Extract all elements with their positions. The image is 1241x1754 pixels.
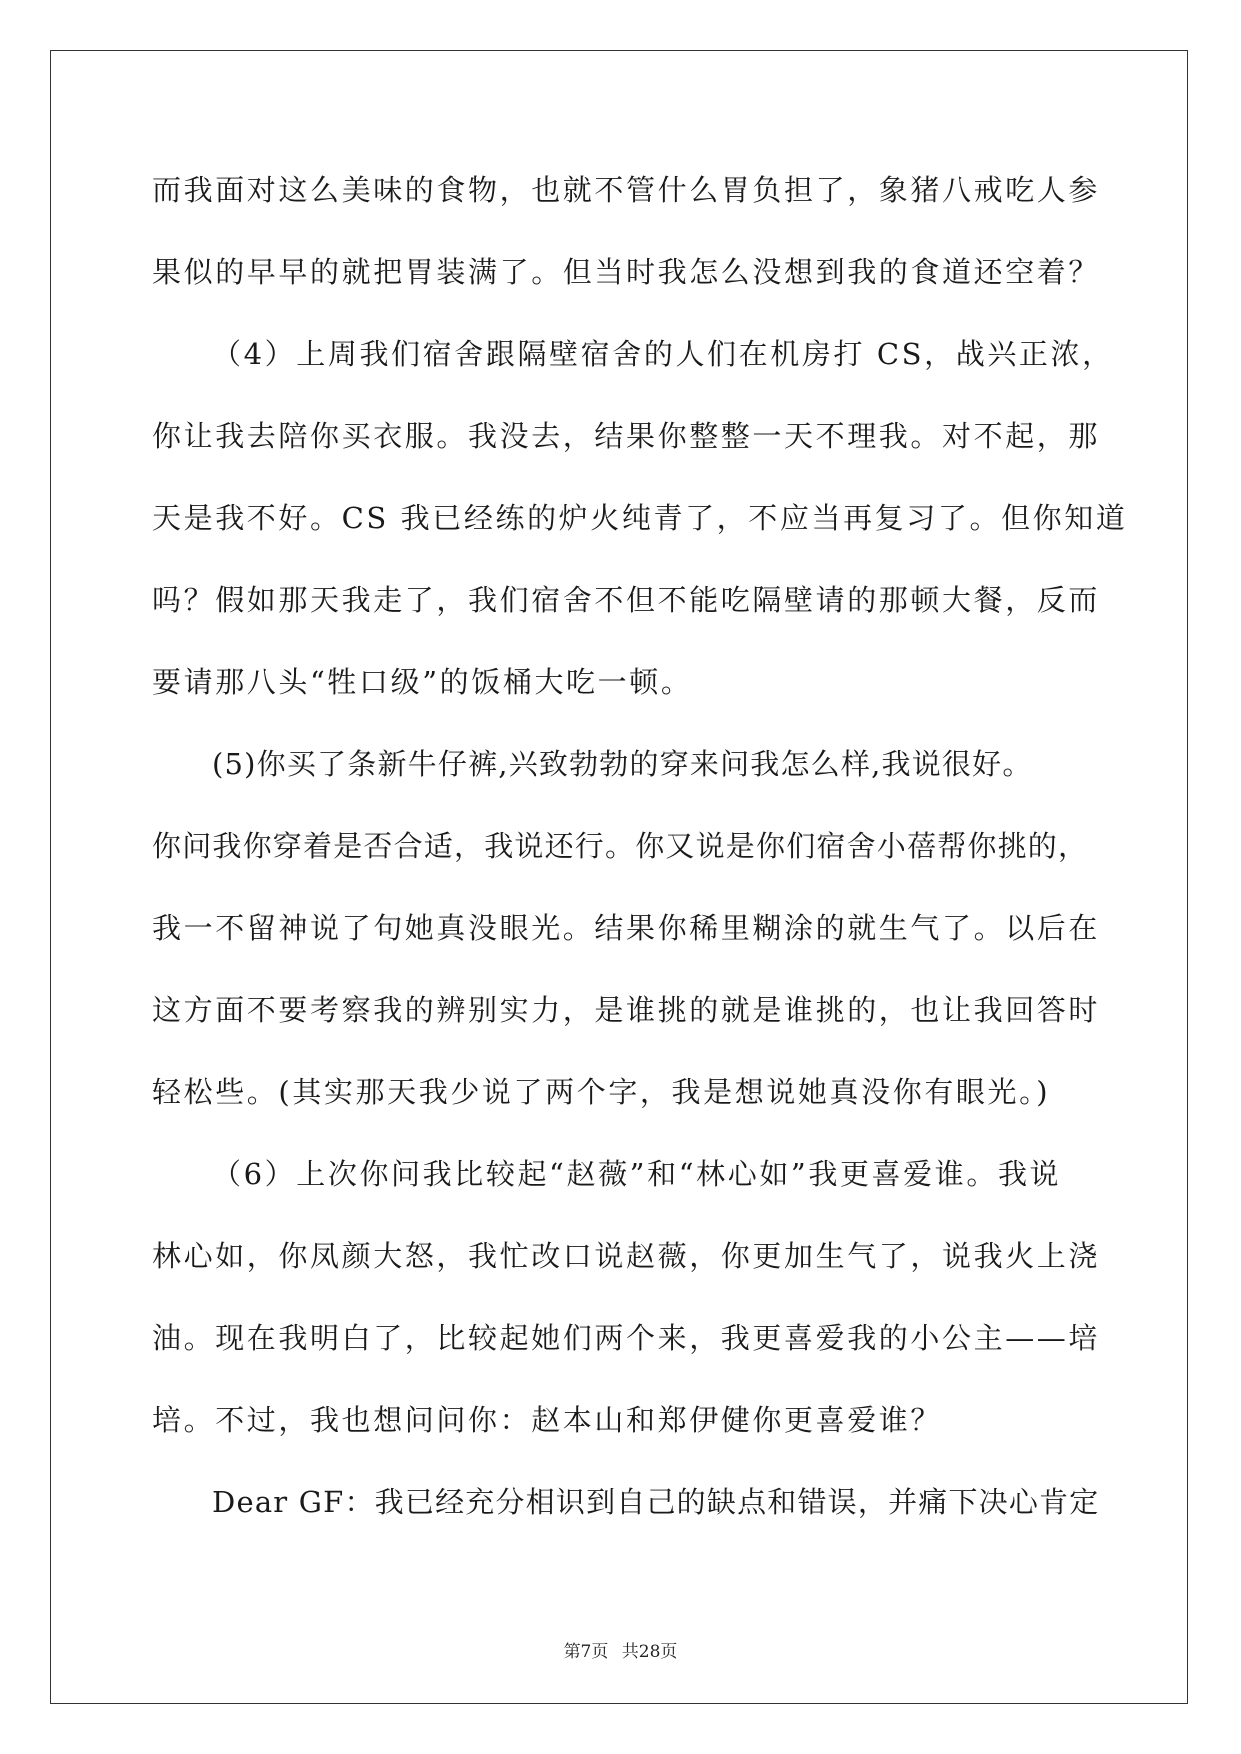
text-line: 而我面对这么美味的食物，也就不管什么胃负担了，象猪八戒吃人参 (152, 173, 1101, 207)
text-line: 要请那八头“牲口级”的饭桶大吃一顿。 (152, 665, 693, 699)
text-line: 培。不过，我也想问问你：赵本山和郑伊健你更喜爱谁？ (152, 1403, 943, 1437)
text-line: 油。现在我明白了，比较起她们两个来，我更喜爱我的小公主——培 (152, 1321, 1101, 1355)
text-line: 天是我不好。CS 我已经练的炉火纯青了，不应当再复习了。但你知道 (152, 501, 1128, 535)
page-total: 共28页 (621, 1642, 678, 1662)
page-footer (0, 1637, 1241, 1662)
paragraph-start-6: （6）上次你问我比较起“赵薇”和“林心如”我更喜爱谁。我说 (212, 1157, 1062, 1191)
document-body (152, 165, 1128, 1559)
text-line: 吗？假如那天我走了，我们宿舍不但不能吃隔壁请的那顿大餐，反而 (152, 583, 1101, 617)
paragraph-start-dear-gf: Dear GF：我已经充分相识到自己的缺点和错误，并痛下决心肯定 (212, 1485, 1100, 1519)
text-line: 轻松些。(其实那天我少说了两个字，我是想说她真没你有眼光。) (152, 1075, 1051, 1109)
text-line: 你问我你穿着是否合适，我说还行。你又说是你们宿舍小蓓帮你挑的， (152, 829, 1089, 863)
paragraph-start-5: (5)你买了条新牛仔裤,兴致勃勃的穿来问我怎么样,我说很好。 (212, 747, 1033, 781)
text-line: 你让我去陪你买衣服。我没去，结果你整整一天不理我。对不起，那 (152, 419, 1101, 453)
text-line: 林心如，你凤颜大怒，我忙改口说赵薇，你更加生气了，说我火上浇 (152, 1239, 1101, 1273)
text-line: 我一不留神说了句她真没眼光。结果你稀里糊涂的就生气了。以后在 (152, 911, 1101, 945)
text-line: 果似的早早的就把胃装满了。但当时我怎么没想到我的食道还空着？ (152, 255, 1101, 289)
paragraph-start-4: （4）上周我们宿舍跟隔壁宿舍的人们在机房打 CS，战兴正浓， (212, 337, 1114, 371)
text-line: 这方面不要考察我的辨别实力，是谁挑的就是谁挑的，也让我回答时 (152, 993, 1101, 1027)
page-number: 第7页 (563, 1642, 609, 1662)
